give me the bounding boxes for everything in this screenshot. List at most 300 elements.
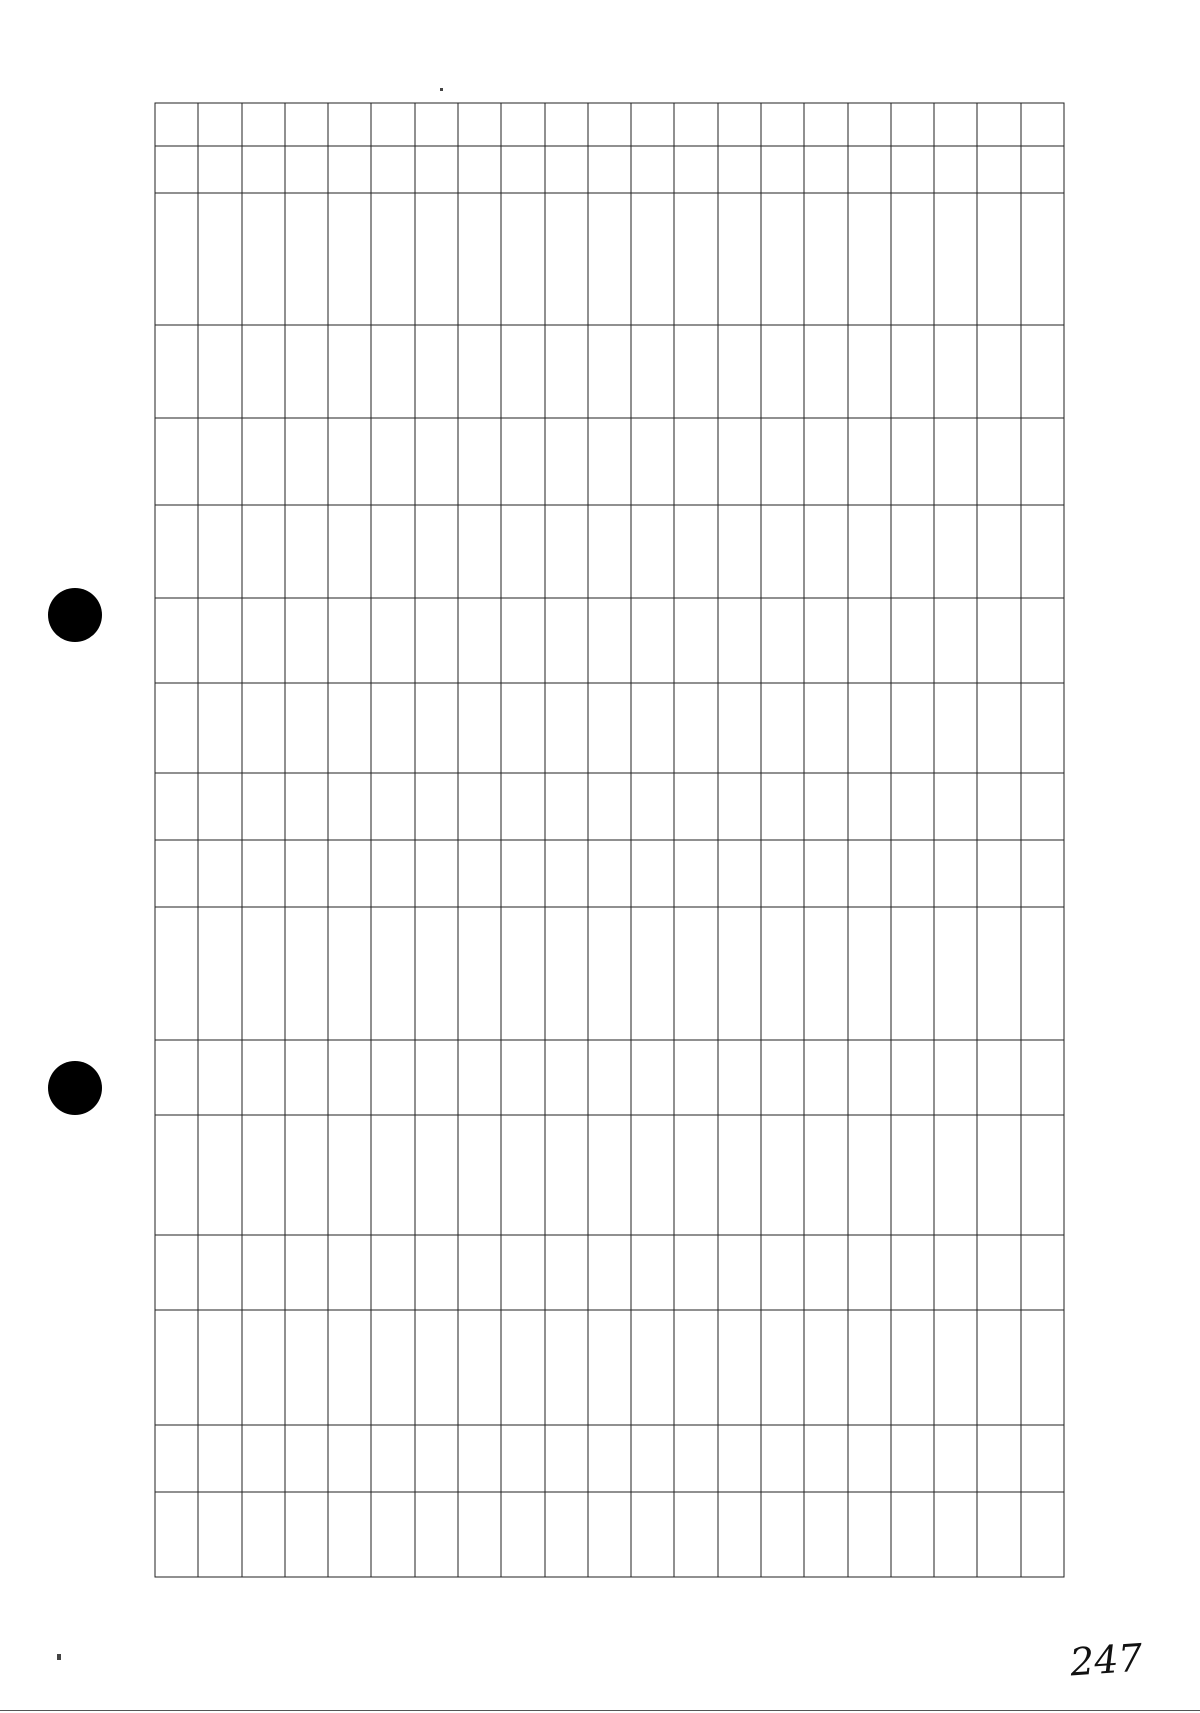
table-cell — [804, 907, 847, 1039]
table-cell — [501, 1234, 544, 1309]
table-cell — [198, 325, 241, 417]
punch-hole-lower — [48, 1061, 102, 1115]
table-cell — [674, 1114, 717, 1234]
table-cell — [717, 193, 760, 325]
table-cell — [198, 193, 241, 325]
table-cell — [760, 1309, 803, 1424]
table-cell — [804, 505, 847, 597]
table-cell — [631, 1114, 674, 1234]
table-cell — [371, 840, 414, 907]
table-cell — [414, 505, 457, 597]
table-cell — [717, 1492, 760, 1577]
table-cell — [760, 772, 803, 839]
table-cell — [501, 1424, 544, 1491]
table-cell — [457, 772, 500, 839]
table-cell — [977, 505, 1020, 597]
table-cell — [1020, 145, 1063, 192]
table-cell — [414, 907, 457, 1039]
table-cell — [760, 145, 803, 192]
table-cell — [631, 325, 674, 417]
table-row — [241, 103, 284, 1577]
table-cell — [717, 597, 760, 682]
table-cell — [977, 1424, 1020, 1491]
table-cell — [328, 1309, 371, 1424]
table-row — [804, 103, 847, 1577]
table-cell — [760, 1114, 803, 1234]
table-cell — [241, 1114, 284, 1234]
table-cell — [328, 1039, 371, 1114]
table-cell — [631, 772, 674, 839]
table-row — [328, 103, 371, 1577]
table-cell — [371, 772, 414, 839]
table-cell — [977, 193, 1020, 325]
scan-speck — [440, 88, 443, 91]
table-cell — [934, 682, 977, 772]
table-cell — [631, 1424, 674, 1491]
table-cell — [934, 597, 977, 682]
table-cell — [284, 505, 327, 597]
table-cell — [284, 1114, 327, 1234]
table-cell — [155, 1114, 198, 1234]
table-cell — [544, 1114, 587, 1234]
table-cell — [155, 505, 198, 597]
table-cell — [414, 145, 457, 192]
table-cell — [717, 1309, 760, 1424]
table-cell — [890, 417, 933, 504]
table-cell — [760, 505, 803, 597]
table-row — [155, 103, 198, 1577]
table-cell — [977, 145, 1020, 192]
table-cell — [587, 772, 630, 839]
table-cell — [977, 840, 1020, 907]
table-cell — [934, 193, 977, 325]
table-cell — [977, 772, 1020, 839]
table-cell — [890, 505, 933, 597]
table-cell — [501, 907, 544, 1039]
table-cell — [847, 145, 890, 192]
table-cell — [1020, 682, 1063, 772]
table-cell — [457, 103, 500, 146]
table-cell — [501, 505, 544, 597]
table-cell — [674, 103, 717, 146]
table-cell — [198, 145, 241, 192]
table-cell — [1020, 325, 1063, 417]
table-cell — [631, 417, 674, 504]
table-cell — [890, 1309, 933, 1424]
table-cell — [890, 907, 933, 1039]
table-row — [1020, 103, 1063, 1577]
table-cell — [804, 1492, 847, 1577]
table-cell — [587, 1039, 630, 1114]
table-cell — [631, 145, 674, 192]
table-cell — [760, 597, 803, 682]
table-cell — [934, 1114, 977, 1234]
table-cell — [198, 1234, 241, 1309]
table-cell — [501, 1039, 544, 1114]
table-cell — [155, 840, 198, 907]
table-cell — [284, 193, 327, 325]
table-cell — [155, 193, 198, 325]
table-cell — [674, 1424, 717, 1491]
table-cell — [241, 1424, 284, 1491]
table-cell — [804, 1424, 847, 1491]
table-cell — [847, 1114, 890, 1234]
table-cell — [414, 1492, 457, 1577]
table-cell — [457, 325, 500, 417]
table-cell — [847, 907, 890, 1039]
table-cell — [328, 907, 371, 1039]
table-cell — [457, 145, 500, 192]
table-cell — [674, 597, 717, 682]
table-cell — [587, 1309, 630, 1424]
table-cell — [804, 325, 847, 417]
table-cell — [198, 1492, 241, 1577]
table-cell — [674, 505, 717, 597]
table-cell — [371, 103, 414, 146]
register-table — [154, 102, 1064, 1577]
table-cell — [674, 772, 717, 839]
table-cell — [587, 103, 630, 146]
table-cell — [284, 417, 327, 504]
table-cell — [631, 597, 674, 682]
table-cell — [155, 772, 198, 839]
table-cell — [717, 772, 760, 839]
table-cell — [631, 907, 674, 1039]
table-cell — [760, 1234, 803, 1309]
table-row — [674, 103, 717, 1577]
table-cell — [1020, 1492, 1063, 1577]
table-cell — [371, 1039, 414, 1114]
table-cell — [674, 325, 717, 417]
table-cell — [631, 840, 674, 907]
table-cell — [631, 1039, 674, 1114]
punch-hole-upper — [48, 588, 102, 642]
table-cell — [284, 1424, 327, 1491]
table-cell — [414, 597, 457, 682]
table-cell — [717, 1039, 760, 1114]
table-cell — [674, 417, 717, 504]
table-cell — [544, 1424, 587, 1491]
table-cell — [544, 1039, 587, 1114]
table-cell — [155, 103, 198, 146]
table-cell — [457, 1424, 500, 1491]
table-cell — [241, 1234, 284, 1309]
table-cell — [501, 682, 544, 772]
table-cell — [934, 1234, 977, 1309]
table-cell — [371, 1114, 414, 1234]
table-cell — [284, 325, 327, 417]
table-cell — [371, 417, 414, 504]
table-cell — [847, 682, 890, 772]
table-row — [890, 103, 933, 1577]
table-cell — [717, 417, 760, 504]
table-cell — [804, 1039, 847, 1114]
table-cell — [284, 145, 327, 192]
table-cell — [155, 325, 198, 417]
table-cell — [890, 682, 933, 772]
table-cell — [371, 505, 414, 597]
table-cell — [717, 1234, 760, 1309]
table-cell — [847, 417, 890, 504]
table-cell — [587, 505, 630, 597]
table-cell — [284, 597, 327, 682]
table-cell — [631, 682, 674, 772]
table-cell — [977, 417, 1020, 504]
table-cell — [501, 840, 544, 907]
table-cell — [804, 597, 847, 682]
table-cell — [977, 682, 1020, 772]
table-cell — [674, 1309, 717, 1424]
table-cell — [501, 1114, 544, 1234]
table-cell — [155, 907, 198, 1039]
table-cell — [1020, 1234, 1063, 1309]
table-cell — [328, 145, 371, 192]
table-cell — [977, 597, 1020, 682]
table-cell — [847, 103, 890, 146]
table-cell — [457, 1309, 500, 1424]
table-cell — [241, 325, 284, 417]
table-cell — [847, 1492, 890, 1577]
table-cell — [674, 145, 717, 192]
table-cell — [371, 1492, 414, 1577]
table-cell — [371, 325, 414, 417]
table-cell — [501, 1492, 544, 1577]
table-cell — [198, 597, 241, 682]
table-cell — [501, 145, 544, 192]
table-cell — [328, 103, 371, 146]
table-cell — [977, 325, 1020, 417]
table-cell — [760, 1492, 803, 1577]
table-cell — [155, 417, 198, 504]
table-cell — [155, 1234, 198, 1309]
table-cell — [241, 505, 284, 597]
table-cell — [804, 417, 847, 504]
table-cell — [457, 907, 500, 1039]
table-cell — [1020, 1309, 1063, 1424]
table-cell — [371, 682, 414, 772]
table-cell — [977, 1114, 1020, 1234]
table-cell — [717, 907, 760, 1039]
table-cell — [890, 1039, 933, 1114]
table-cell — [717, 1424, 760, 1491]
table-cell — [977, 1309, 1020, 1424]
table-cell — [760, 103, 803, 146]
table-row — [414, 103, 457, 1577]
table-cell — [1020, 1039, 1063, 1114]
table-cell — [241, 597, 284, 682]
table-cell — [501, 1309, 544, 1424]
table-cell — [544, 1492, 587, 1577]
table-cell — [760, 417, 803, 504]
table-cell — [544, 1234, 587, 1309]
table-cell — [371, 145, 414, 192]
table-cell — [241, 1309, 284, 1424]
table-cell — [414, 1309, 457, 1424]
table-cell — [371, 1309, 414, 1424]
table-cell — [804, 1114, 847, 1234]
table-cell — [284, 1492, 327, 1577]
table-cell — [890, 103, 933, 146]
table-cell — [934, 772, 977, 839]
table-cell — [760, 325, 803, 417]
table-cell — [457, 505, 500, 597]
table-cell — [544, 417, 587, 504]
table-row — [760, 103, 803, 1577]
table-cell — [501, 325, 544, 417]
table-cell — [804, 1309, 847, 1424]
table-cell — [241, 840, 284, 907]
table-cell — [457, 1234, 500, 1309]
table-cell — [934, 1309, 977, 1424]
table-cell — [804, 193, 847, 325]
table-cell — [284, 1309, 327, 1424]
table-cell — [414, 1114, 457, 1234]
table-cell — [241, 145, 284, 192]
table-cell — [760, 193, 803, 325]
table-cell — [501, 597, 544, 682]
table-cell — [328, 597, 371, 682]
table-cell — [717, 145, 760, 192]
table-cell — [241, 103, 284, 146]
table-cell — [847, 325, 890, 417]
table-cell — [371, 193, 414, 325]
table-cell — [1020, 597, 1063, 682]
table-cell — [457, 1492, 500, 1577]
table-cell — [934, 1039, 977, 1114]
table-cell — [284, 1234, 327, 1309]
table-cell — [371, 907, 414, 1039]
table-cell — [717, 1114, 760, 1234]
table-cell — [155, 597, 198, 682]
table-cell — [717, 505, 760, 597]
table-cell — [241, 907, 284, 1039]
table-cell — [414, 193, 457, 325]
table-cell — [890, 597, 933, 682]
table-cell — [847, 772, 890, 839]
table-cell — [847, 1039, 890, 1114]
table-cell — [847, 840, 890, 907]
table-cell — [977, 1492, 1020, 1577]
table-cell — [1020, 1424, 1063, 1491]
table-cell — [544, 907, 587, 1039]
table-cell — [934, 145, 977, 192]
table-cell — [328, 325, 371, 417]
table-row — [371, 103, 414, 1577]
table-cell — [457, 417, 500, 504]
page-number: 247 — [1068, 1635, 1144, 1685]
table-cell — [760, 840, 803, 907]
table-cell — [328, 193, 371, 325]
table-cell — [284, 840, 327, 907]
table-cell — [457, 193, 500, 325]
table-cell — [934, 907, 977, 1039]
table-cell — [328, 1114, 371, 1234]
scan-speck — [57, 1654, 61, 1660]
table-cell — [587, 1114, 630, 1234]
table-cell — [501, 103, 544, 146]
table-cell — [847, 597, 890, 682]
table-cell — [890, 145, 933, 192]
table-cell — [674, 1492, 717, 1577]
table-cell — [284, 907, 327, 1039]
table-cell — [717, 840, 760, 907]
table-cell — [587, 1424, 630, 1491]
table-cell — [284, 103, 327, 146]
table-cell — [1020, 772, 1063, 839]
table-cell — [674, 193, 717, 325]
table-cell — [890, 1492, 933, 1577]
table-cell — [241, 1492, 284, 1577]
table-row — [501, 103, 544, 1577]
table-cell — [155, 1424, 198, 1491]
table-cell — [804, 682, 847, 772]
table-row — [717, 103, 760, 1577]
table-cell — [760, 682, 803, 772]
table-cell — [934, 840, 977, 907]
table-cell — [198, 772, 241, 839]
register-table-frame — [154, 102, 1064, 1577]
table-cell — [501, 772, 544, 839]
table-cell — [241, 1039, 284, 1114]
table-cell — [544, 1309, 587, 1424]
table-row — [587, 103, 630, 1577]
table-cell — [587, 682, 630, 772]
table-cell — [631, 1309, 674, 1424]
table-cell — [544, 772, 587, 839]
table-cell — [371, 597, 414, 682]
table-cell — [241, 772, 284, 839]
table-cell — [717, 325, 760, 417]
table-cell — [890, 325, 933, 417]
table-cell — [760, 1039, 803, 1114]
table-cell — [760, 1424, 803, 1491]
table-cell — [631, 193, 674, 325]
table-cell — [977, 103, 1020, 146]
table-cell — [501, 417, 544, 504]
table-cell — [717, 103, 760, 146]
table-row — [631, 103, 674, 1577]
table-cell — [457, 597, 500, 682]
table-row — [198, 103, 241, 1577]
table-cell — [804, 772, 847, 839]
table-cell — [847, 1424, 890, 1491]
table-cell — [414, 840, 457, 907]
table-cell — [371, 1424, 414, 1491]
table-cell — [587, 325, 630, 417]
table-cell — [544, 325, 587, 417]
table-cell — [804, 840, 847, 907]
table-cell — [631, 103, 674, 146]
table-cell — [328, 417, 371, 504]
table-cell — [198, 907, 241, 1039]
table-cell — [847, 1309, 890, 1424]
table-cell — [977, 907, 1020, 1039]
table-cell — [674, 907, 717, 1039]
table-cell — [631, 1234, 674, 1309]
table-cell — [328, 772, 371, 839]
table-cell — [934, 505, 977, 597]
table-cell — [198, 1424, 241, 1491]
table-cell — [587, 1492, 630, 1577]
table-cell — [155, 1039, 198, 1114]
table-cell — [631, 1492, 674, 1577]
table-cell — [328, 682, 371, 772]
table-cell — [284, 682, 327, 772]
table-cell — [371, 1234, 414, 1309]
table-cell — [544, 682, 587, 772]
table-cell — [328, 840, 371, 907]
table-cell — [587, 1234, 630, 1309]
